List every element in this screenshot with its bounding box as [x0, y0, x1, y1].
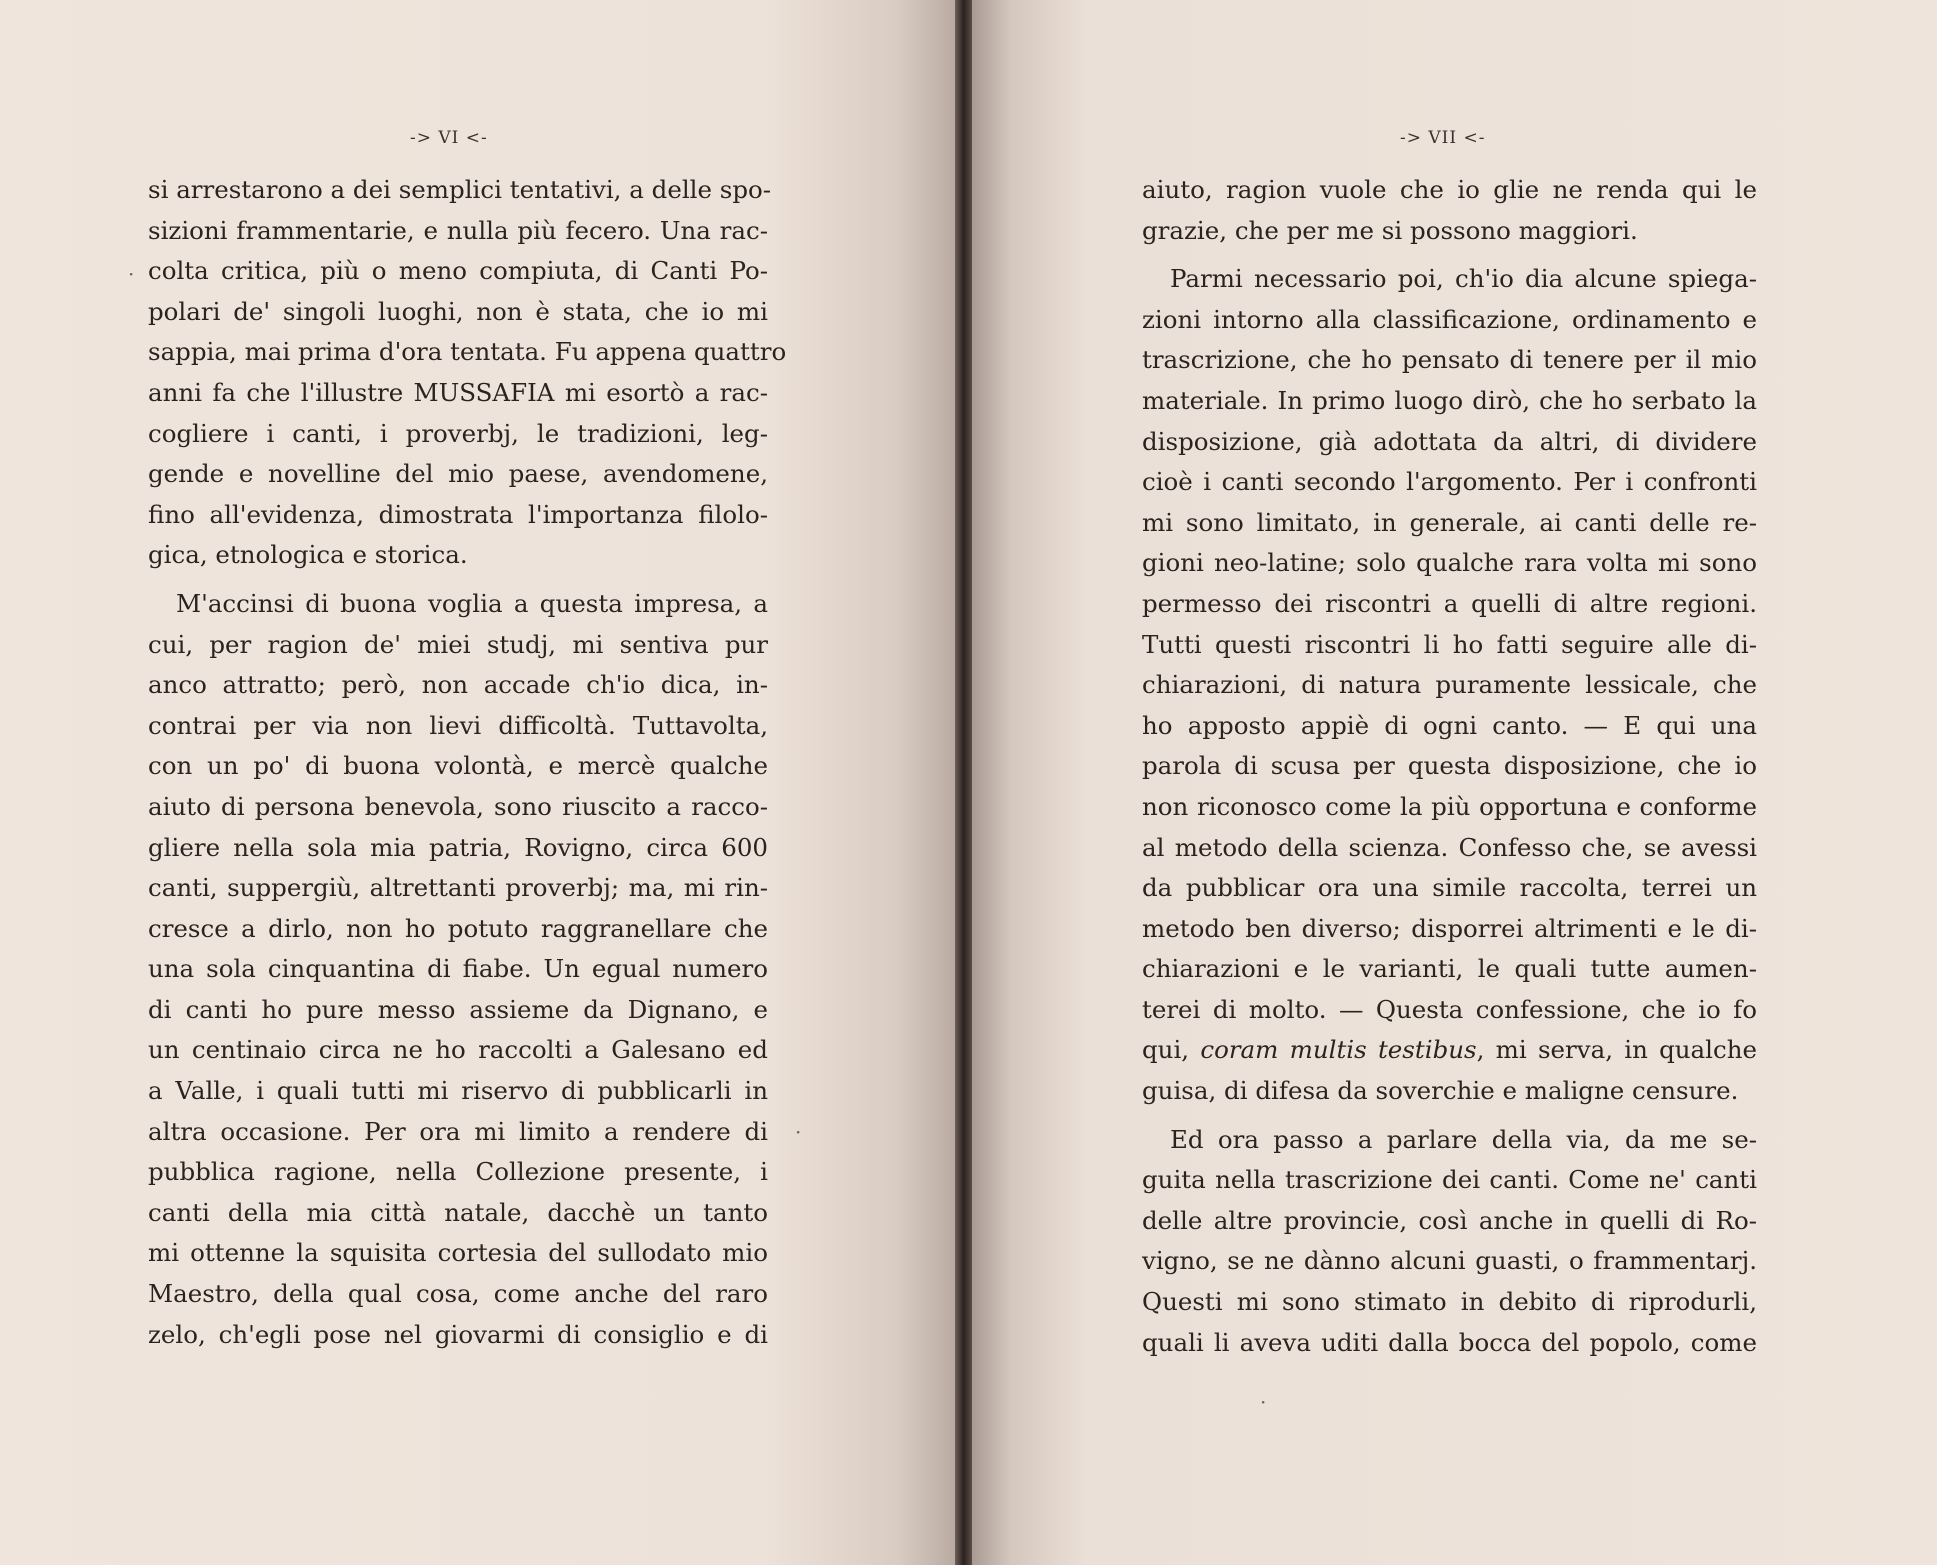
text-line: Tutti questi riscontri li ho fatti seguire alle di- — [1142, 629, 1757, 659]
text-line: cresce a dirlo, non ho potuto raggranellare che — [148, 913, 768, 943]
text-line: altra occasione. Per ora mi limito a rendere di — [148, 1116, 768, 1146]
text-line: pubblica ragione, nella Collezione presente, i — [148, 1157, 768, 1187]
text-line: Parmi necessario poi, ch'io dia alcune spiega- — [1170, 264, 1757, 294]
text-line: fino all'evidenza, dimostrata l'importanza filolo- — [148, 499, 768, 529]
ink-speck: · — [128, 262, 135, 286]
text-run: , mi serva, in qualche — [1476, 1035, 1758, 1065]
text-line: al metodo della scienza. Confesso che, se avessi — [1142, 832, 1757, 862]
text-line: anni fa che l'illustre MUSSAFIA mi esortò a rac- — [148, 377, 768, 407]
text-line: sappia, mai prima d'ora tentata. Fu appena quattro — [148, 337, 787, 367]
text-line: gica, etnologica e storica. — [148, 540, 468, 570]
text-line: metodo ben diverso; disporrei altrimenti e le di- — [1142, 913, 1757, 943]
text-line: vigno, se ne dànno alcuni guasti, o frammentarj. — [1142, 1246, 1757, 1276]
text-line: gende e novelline del mio paese, avendomene, — [148, 459, 768, 489]
text-line: grazie, che per me si possono maggiori. — [1142, 215, 1638, 245]
text-line: da pubblicar ora una simile raccolta, terrei un — [1142, 873, 1757, 903]
text-line: cogliere i canti, i proverbj, le tradizioni, leg- — [148, 418, 768, 448]
text-line: permesso dei riscontri a quelli di altre regioni. — [1142, 588, 1757, 618]
ink-speck: · — [795, 1120, 802, 1144]
paragraph-gap — [148, 576, 768, 584]
text-line: una sola cinquantina di fiabe. Un egual numero — [148, 954, 768, 984]
book-gutter — [955, 0, 972, 1565]
left-page — [0, 0, 955, 1565]
text-line: gliere nella sola mia patria, Rovigno, circa 600 — [148, 832, 768, 862]
text-line: disposizione, già adottata da altri, di dividere — [1142, 426, 1757, 456]
text-line: cioè i canti secondo l'argomento. Per i confronti — [1142, 467, 1757, 497]
text-line: a Valle, i quali tutti mi riservo di pubblicarli in — [148, 1076, 768, 1106]
text-line: chiarazioni e le varianti, le quali tutte aumen- — [1142, 954, 1757, 984]
text-line: di canti ho pure messo assieme da Dignano, e — [148, 994, 768, 1024]
text-line: polari de' singoli luoghi, non è stata, che io mi — [148, 296, 768, 326]
text-line: M'accinsi di buona voglia a questa impresa, a — [176, 588, 768, 618]
text-line: guisa, di difesa da soverchie e maligne censure. — [1142, 1076, 1739, 1106]
text-line: delle altre provincie, così anche in quelli di Ro- — [1142, 1205, 1757, 1235]
text-line: canti, suppergiù, altrettanti proverbj; ma, mi rin- — [148, 873, 768, 903]
paragraph-gap — [1142, 251, 1757, 259]
text-line — [1142, 1030, 1757, 1071]
text-line: cui, per ragion de' miei studj, mi sentiva pur — [148, 629, 768, 659]
text-line: gioni neo-latine; solo qualche rara volta mi sono — [1142, 548, 1757, 578]
right-page — [972, 0, 1937, 1565]
text-line: zioni intorno alla classificazione, ordinamento e — [1142, 304, 1757, 334]
text-line: Ed ora passo a parlare della via, da me se- — [1170, 1124, 1757, 1154]
text-line: mi ottenne la squisita cortesia del sullodato mio — [148, 1238, 768, 1268]
text-line: sizioni frammentarie, e nulla più fecero. Una rac- — [148, 215, 768, 245]
text-line: Maestro, della qual cosa, come anche del raro — [148, 1279, 768, 1309]
text-line: mi sono limitato, in generale, ai canti delle re- — [1142, 507, 1757, 537]
text-line: contrai per via non lievi difficoltà. Tuttavolta, — [148, 710, 768, 740]
text-line: un centinaio circa ne ho raccolti a Galesano ed — [148, 1035, 768, 1065]
text-line: si arrestarono a dei semplici tentativi, a delle spo- — [148, 175, 772, 204]
text-line: aiuto di persona benevola, sono riuscito a racco- — [148, 791, 768, 821]
text-line: Questi mi sono stimato in debito di riprodurli, — [1142, 1287, 1757, 1317]
ink-speck: · — [1260, 1390, 1267, 1414]
text-line: materiale. In primo luogo dirò, che ho serbato la — [1142, 385, 1757, 415]
text-line: guita nella trascrizione dei canti. Come ne' canti — [1142, 1165, 1757, 1195]
text-line: anco attratto; però, non accade ch'io dica, in- — [148, 670, 768, 700]
text-line: canti della mia città natale, dacchè un tanto — [148, 1197, 768, 1227]
text-run: qui, — [1142, 1035, 1201, 1065]
text-line: zelo, ch'egli pose nel giovarmi di consiglio e di — [148, 1319, 768, 1349]
text-line: colta critica, più o meno compiuta, di Canti Po- — [148, 256, 768, 286]
text-line: terei di molto. — Questa confessione, che io fo — [1142, 994, 1757, 1024]
paragraph-gap — [1142, 1112, 1757, 1120]
italic-phrase: coram multis testibus — [1200, 1035, 1477, 1065]
right-page-folio: -> VII <- — [1400, 128, 1486, 148]
text-line: quali li aveva uditi dalla bocca del popolo, come — [1142, 1327, 1757, 1357]
text-line: ho apposto appiè di ogni canto. — E qui una — [1142, 710, 1757, 740]
text-line: parola di scusa per questa disposizione, che io — [1142, 751, 1757, 781]
left-page-folio: -> VI <- — [410, 128, 488, 148]
text-line: con un po' di buona volontà, e mercè qualche — [148, 751, 768, 781]
text-line: trascrizione, che ho pensato di tenere per il mio — [1142, 345, 1757, 375]
left-page-text — [148, 170, 787, 1355]
text-line: chiarazioni, di natura puramente lessicale, che — [1142, 670, 1757, 700]
text-line: non riconosco come la più opportuna e conforme — [1142, 791, 1757, 821]
right-page-text — [1142, 170, 1757, 1363]
text-line: aiuto, ragion vuole che io glie ne renda qui le — [1142, 175, 1757, 204]
